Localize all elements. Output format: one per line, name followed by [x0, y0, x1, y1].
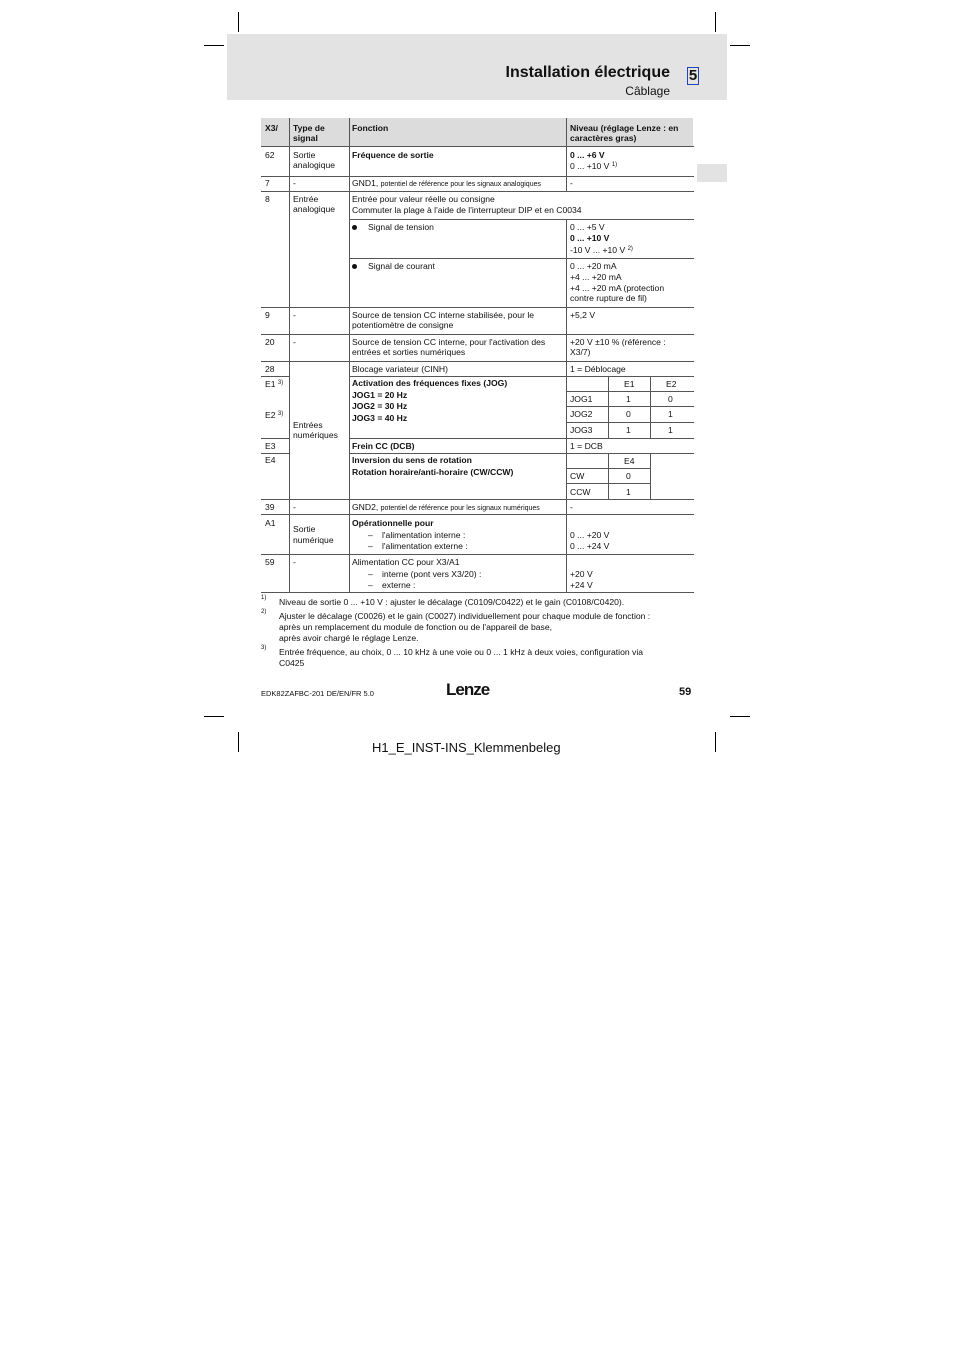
header-type: Type de: [293, 123, 325, 133]
footnote-text: après un remplacement du module de fonction ou de l'appareil de base,: [279, 622, 552, 632]
table-cell: interne (pont vers X3/20) :: [382, 569, 482, 579]
jog-header-e2: E2: [666, 379, 677, 389]
table-cell: X3/7): [570, 347, 591, 357]
table-cell: 1: [668, 409, 673, 419]
crop-mark: [715, 732, 716, 752]
crop-mark: [715, 12, 716, 32]
footnote-number: 1): [261, 595, 267, 601]
table-cell: -: [293, 178, 296, 188]
table-cell: 20: [265, 337, 275, 347]
table-cell: 0 ... +20 mA: [570, 261, 617, 271]
table-cell: E4: [265, 455, 276, 465]
table-cell: JOG2: [570, 409, 593, 419]
table-cell: 62: [265, 150, 275, 160]
table-cell: Alimentation CC pour X3/A1: [352, 557, 460, 567]
table-cell: +5,2 V: [570, 310, 596, 320]
header-level-2: caractères gras): [570, 133, 637, 143]
table-cell: 1: [668, 425, 673, 435]
table-cell: 7: [265, 178, 270, 188]
table-cell: E1 $^{3)}$: [265, 379, 284, 389]
table-cell: 0 ... +24 V: [570, 541, 610, 551]
table-cell: Sortie: [293, 150, 316, 160]
table-cell: -: [570, 178, 573, 188]
table-cell: 28: [265, 364, 275, 374]
table-cell: CCW: [570, 487, 591, 497]
table-cell: 0 ... +10 V $^{1)}$: [570, 161, 618, 171]
table-cell: 9: [265, 310, 270, 320]
table-cell: 0 ... +20 V: [570, 530, 610, 540]
table-cell: A1: [265, 518, 276, 528]
table-cell: JOG2 = 30 Hz: [352, 401, 408, 411]
table-cell: contre rupture de fil): [570, 293, 647, 303]
table-cell: Entrée pour valeur réelle ou consigne: [352, 194, 495, 204]
table-cell: numériques: [293, 430, 338, 440]
table-cell: -: [570, 502, 573, 512]
footnote-text: Ajuster le décalage (C0026) et le gain (C0027) individuellement pour chaque module de fonction :: [279, 611, 651, 621]
table-cell: Sortie: [293, 524, 316, 534]
table-cell: l'alimentation externe :: [382, 541, 468, 551]
table-cell: 1: [626, 425, 631, 435]
table-cell: JOG3: [570, 425, 593, 435]
page-number: 59: [679, 686, 692, 698]
table-cell: -: [293, 557, 296, 567]
table-cell: Activation des fréquences fixes (JOG): [352, 378, 508, 388]
table-cell: 1: [626, 394, 631, 404]
footnote-text: Niveau de sortie 0 ... +10 V : ajuster le décalage (C0109/C0422) et le gain (C0108/C0420).: [279, 597, 625, 607]
footnote-text: Entrée fréquence, au choix, 0 ... 10 kHz à une voie ou 0 ... 1 kHz à deux voies, configuration via: [279, 647, 644, 657]
footnote-number: 3): [261, 645, 267, 651]
crop-mark: [238, 732, 239, 752]
table-cell: -: [293, 337, 296, 347]
dash: –: [368, 530, 373, 540]
table-cell: analogique: [293, 160, 336, 170]
table-cell: JOG3 = 40 Hz: [352, 413, 408, 423]
table-cell: entrées et sorties numériques: [352, 347, 466, 357]
table-cell: Opérationnelle pour: [352, 518, 434, 528]
table-cell: Fréquence de sortie: [352, 150, 434, 160]
table-cell: GND1, potentiel de référence pour les signaux analogiques: [352, 178, 541, 188]
table-cell: Signal de courant: [368, 261, 435, 271]
table-cell: externe :: [382, 580, 416, 590]
table-cell: +4 ... +20 mA: [570, 272, 622, 282]
table-cell: Rotation horaire/anti-horaire (CW/CCW): [352, 467, 514, 477]
dash: –: [368, 569, 373, 579]
table-cell: JOG1 = 20 Hz: [352, 390, 408, 400]
table-cell: 0: [668, 394, 673, 404]
table-cell: Signal de tension: [368, 222, 434, 232]
table-cell: JOG1: [570, 394, 593, 404]
document-reference: H1_E_INST-INS_Klemmenbeleg: [372, 740, 561, 755]
table-cell: l'alimentation interne :: [382, 530, 466, 540]
table-cell: 59: [265, 557, 275, 567]
header-level: Niveau (réglage Lenze : en: [570, 123, 679, 133]
crop-mark: [238, 12, 239, 32]
crop-mark: [204, 716, 224, 717]
bullet-icon: [352, 264, 357, 269]
crop-mark: [730, 45, 750, 46]
table-cell: +20 V ±10 % (référence :: [570, 337, 666, 347]
table-cell: Blocage variateur (CINH): [352, 364, 448, 374]
table-cell: 8: [265, 194, 270, 204]
table-cell: -10 V ... +10 V $^{2)}$: [570, 245, 633, 255]
table-cell: E3: [265, 441, 276, 451]
table-cell: Frein CC (DCB): [352, 441, 415, 451]
crop-mark: [204, 45, 224, 46]
header-type-2: signal: [293, 133, 318, 143]
table-cell: Source de tension CC interne, pour l'activation des: [352, 337, 546, 347]
table-cell: 1 = DCB: [570, 441, 603, 451]
table-cell: Source de tension CC interne stabilisée, pour le: [352, 310, 535, 320]
bullet-icon: [352, 225, 357, 230]
dash: –: [368, 580, 373, 590]
lenze-logo: Lenze: [446, 680, 490, 699]
chapter-title: Installation électrique: [505, 64, 670, 81]
table-cell: 0: [626, 409, 631, 419]
table-cell: 39: [265, 502, 275, 512]
table-cell: analogique: [293, 204, 336, 214]
header-x3: X3/: [265, 123, 278, 133]
jog-header-e1: E1: [624, 379, 635, 389]
document-code: EDK82ZAFBC-201 DE/EN/FR 5.0: [261, 689, 374, 698]
table-cell: E2 $^{3)}$: [265, 410, 284, 420]
footnote-text: après avoir chargé le réglage Lenze.: [279, 633, 419, 643]
footnote-number: 2): [261, 609, 267, 615]
table-cell: -: [293, 310, 296, 320]
table-cell: CW: [570, 471, 585, 481]
chapter-side-tab: [697, 164, 727, 182]
table-cell: 1: [626, 487, 631, 497]
table-cell: 0 ... +10 V: [570, 233, 610, 243]
table-cell: 0 ... +6 V: [570, 150, 605, 160]
table-cell: 0 ... +5 V: [570, 222, 605, 232]
table-cell: Inversion du sens de rotation: [352, 455, 472, 465]
table-cell: +20 V: [570, 569, 593, 579]
table-cell: Commuter la plage à l'aide de l'interrupteur DIP et en C0034: [352, 205, 582, 215]
table-cell: Entrées: [293, 420, 323, 430]
table-cell: potentiomètre de consigne: [352, 320, 454, 330]
table-cell: -: [293, 502, 296, 512]
table-cell: numérique: [293, 535, 334, 545]
chapter-number: 5: [688, 67, 698, 84]
section-title: Câblage: [625, 84, 670, 98]
table-cell: +4 ... +20 mA (protection: [570, 283, 665, 293]
table-cell: Entrée: [293, 194, 319, 204]
crop-mark: [730, 716, 750, 717]
table-cell: 0: [626, 471, 631, 481]
table-cell: GND2, potentiel de référence pour les signaux numériques: [352, 502, 540, 512]
footnote-text: C0425: [279, 658, 305, 668]
table-cell: 1 = Déblocage: [570, 364, 626, 374]
header-function: Fonction: [352, 123, 389, 133]
e4-header: E4: [624, 456, 635, 466]
table-cell: +24 V: [570, 580, 593, 590]
dash: –: [368, 541, 373, 551]
